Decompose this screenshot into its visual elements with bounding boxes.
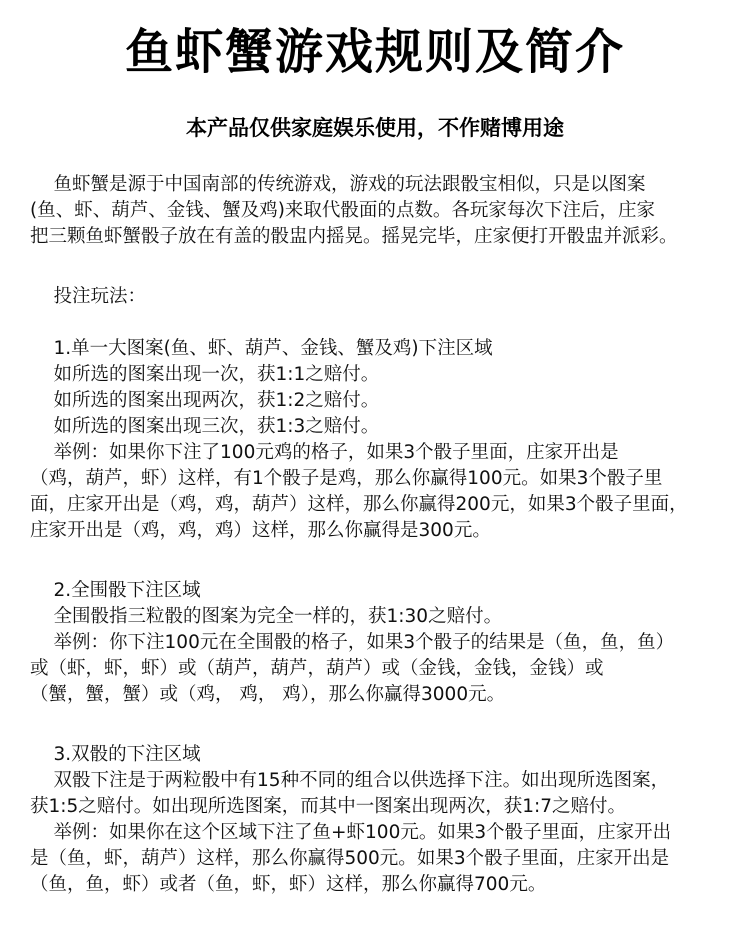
section1-line: 如所选的图案出现一次，获1:1之赔付。 <box>30 364 380 385</box>
section3-line: 双骰下注是于两粒骰中有15种不同的组合以供选择下注。如出现所选图案， <box>30 770 670 791</box>
section1-line: 举例：如果你下注了100元鸡的格子，如果3个骰子里面，庄家开出是 <box>30 442 619 463</box>
section1-line: 面，庄家开出是（鸡，鸡，葫芦）这样，那么你赢得200元，如果3个骰子里面， <box>30 494 688 515</box>
section2-line: 全围骰指三粒骰的图案为完全一样的，获1:30之赔付。 <box>30 606 503 627</box>
section1-line: 如所选的图案出现三次，获1:3之赔付。 <box>30 416 380 437</box>
intro-line: 把三颗鱼虾蟹骰子放在有盖的骰盅内摇晃。摇晃完毕，庄家便打开骰盅并派彩。 <box>30 226 678 247</box>
intro-line: 鱼虾蟹是源于中国南部的传统游戏，游戏的玩法跟骰宝相似，只是以图案 <box>30 174 646 195</box>
section3-line: （鱼，鱼，虾）或者（鱼，虾，虾）这样，那么你赢得700元。 <box>30 874 547 895</box>
section3-line: 获1:5之赔付。如出现所选图案，而其中一图案出现两次，获1:7之赔付。 <box>30 796 627 817</box>
section1-line: 如所选的图案出现两次，获1:2之赔付。 <box>30 390 380 411</box>
section-single-pattern <box>30 336 730 544</box>
play-heading <box>30 284 730 310</box>
section2-line: 或（虾，虾，虾）或（葫芦，葫芦，葫芦）或（金钱，金钱，金钱）或 <box>30 658 604 679</box>
play-heading-text: 投注玩法： <box>30 286 147 307</box>
section3-line: 3.双骰的下注区域 <box>30 744 201 765</box>
page-title: 鱼虾蟹游戏规则及简介 <box>124 24 625 80</box>
section1-line: 庄家开出是（鸡，鸡，鸡）这样，那么你赢得是300元。 <box>30 520 491 541</box>
intro-paragraph <box>30 172 730 250</box>
section2-line: 举例：你下注100元在全围骰的格子，如果3个骰子的结果是（鱼，鱼，鱼） <box>30 632 675 653</box>
intro-line: (鱼、虾、葫芦、金钱、蟹及鸡)来取代骰面的点数。各玩家每次下注后，庄家 <box>30 200 655 221</box>
section-any-triple <box>30 578 730 708</box>
page-subtitle: 本产品仅供家庭娱乐使用，不作赌博用途 <box>186 116 564 140</box>
section-double-dice <box>30 742 730 898</box>
section2-line: （蟹，蟹，蟹）或（鸡， 鸡， 鸡），那么你赢得3000元。 <box>30 684 506 705</box>
section2-line: 2.全围骰下注区域 <box>30 580 201 601</box>
section1-line: （鸡，葫芦，虾）这样，有1个骰子是鸡，那么你赢得100元。如果3个骰子里 <box>30 468 663 489</box>
section1-line: 1.单一大图案(鱼、虾、葫芦、金钱、蟹及鸡)下注区域 <box>30 338 493 359</box>
section3-line: 举例：如果你在这个区域下注了鱼+虾100元。如果3个骰子里面，庄家开出 <box>30 822 672 843</box>
section3-line: 是（鱼，虾，葫芦）这样，那么你赢得500元。如果3个骰子里面，庄家开出是 <box>30 848 670 869</box>
